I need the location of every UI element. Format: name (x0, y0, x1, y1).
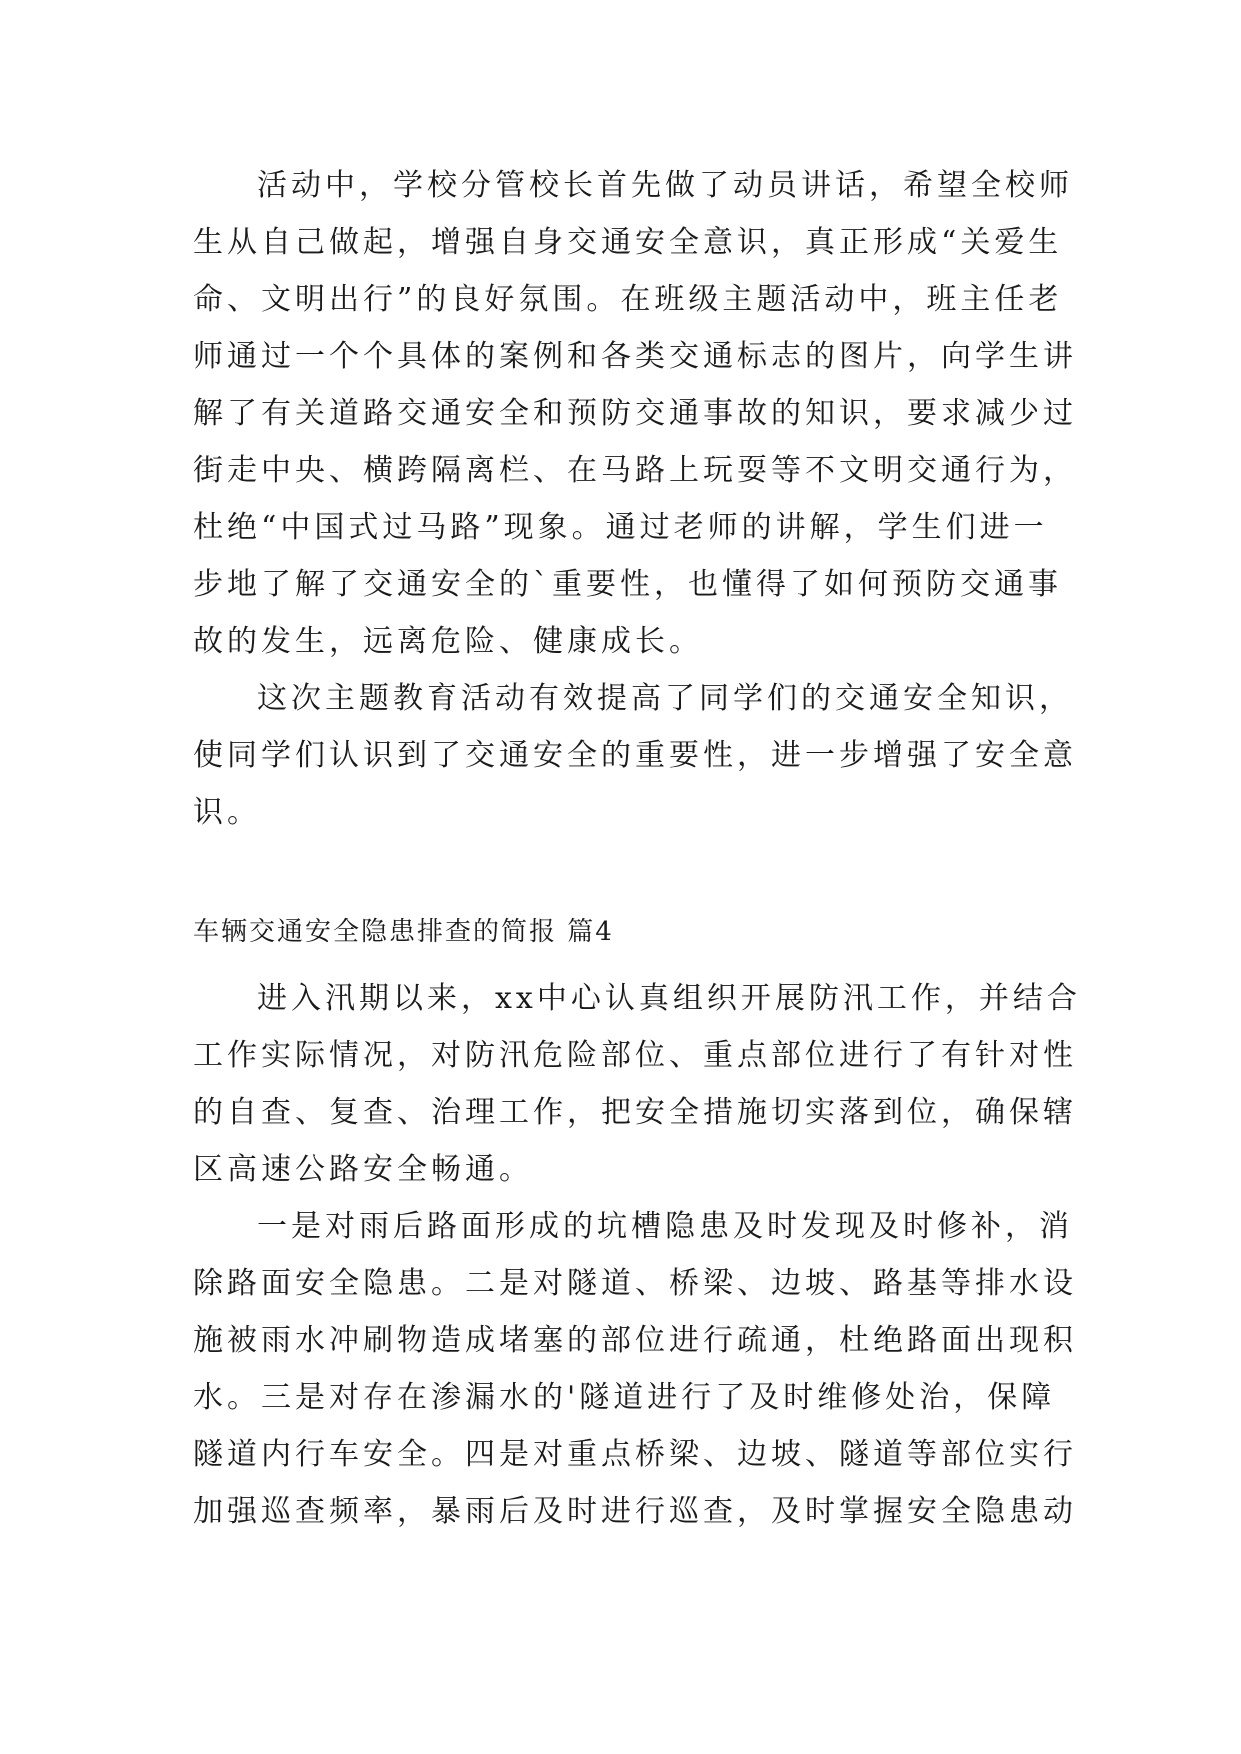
paragraph-flood-season (193, 970, 1081, 1198)
text-line: 使同学们认识到了交通安全的重要性，进一步增强了安全意 (193, 738, 1077, 773)
text-line: 识。 (193, 795, 261, 830)
text-line: 步地了解了交通安全的`重要性，也懂得了如何预防交通事 (193, 567, 1062, 602)
text-line: 师通过一个个具体的案例和各类交通标志的图片，向学生讲 (193, 339, 1077, 374)
text-line: 命、文明出行”的良好氛围。在班级主题活动中，班主任老 (193, 282, 1063, 317)
text-line: 水。三是对存在渗漏水的'隧道进行了及时维修处治，保障 (193, 1380, 1056, 1415)
text-line: 街走中央、横跨隔离栏、在马路上玩耍等不文明交通行为， (193, 453, 1077, 488)
text-line: 故的发生，远离危险、健康成长。 (193, 624, 703, 659)
text-line: 除路面安全隐患。二是对隧道、桥梁、边坡、路基等排水设 (193, 1266, 1077, 1301)
paragraph-summary (193, 670, 1077, 841)
text-line: 解了有关道路交通安全和预防交通事故的知识，要求减少过 (193, 396, 1077, 431)
text-line: 杜绝“中国式过马路”现象。通过老师的讲解，学生们进一 (193, 510, 1048, 545)
text-line: 施被雨水冲刷物造成堵塞的部位进行疏通，杜绝路面出现积 (193, 1323, 1077, 1358)
text-line: 活动中，学校分管校长首先做了动员讲话，希望全校师 (257, 168, 1073, 203)
text-line: 一是对雨后路面形成的坑槽隐患及时发现及时修补，消 (257, 1209, 1073, 1244)
text-line: 工作实际情况，对防汛危险部位、重点部位进行了有针对性 (193, 1038, 1077, 1073)
text-line: 区高速公路安全畅通。 (193, 1152, 533, 1187)
text-line: 的自查、复查、治理工作，把安全措施切实落到位，确保辖 (193, 1095, 1077, 1130)
text-line: 这次主题教育活动有效提高了同学们的交通安全知识， (257, 681, 1073, 716)
text-line: 进入汛期以来，xx中心认真组织开展防汛工作，并结合 (257, 981, 1081, 1016)
text-line: 生从自己做起，增强自身交通安全意识，真正形成“关爱生 (193, 225, 1063, 260)
paragraph-measures (193, 1198, 1077, 1540)
paragraph-activity (193, 157, 1077, 670)
section-heading: 车辆交通安全隐患排查的简报 篇4 (193, 917, 614, 947)
text-line: 隧道内行车安全。四是对重点桥梁、边坡、隧道等部位实行 (193, 1437, 1077, 1472)
text-line: 加强巡查频率，暴雨后及时进行巡查，及时掌握安全隐患动 (193, 1494, 1077, 1529)
